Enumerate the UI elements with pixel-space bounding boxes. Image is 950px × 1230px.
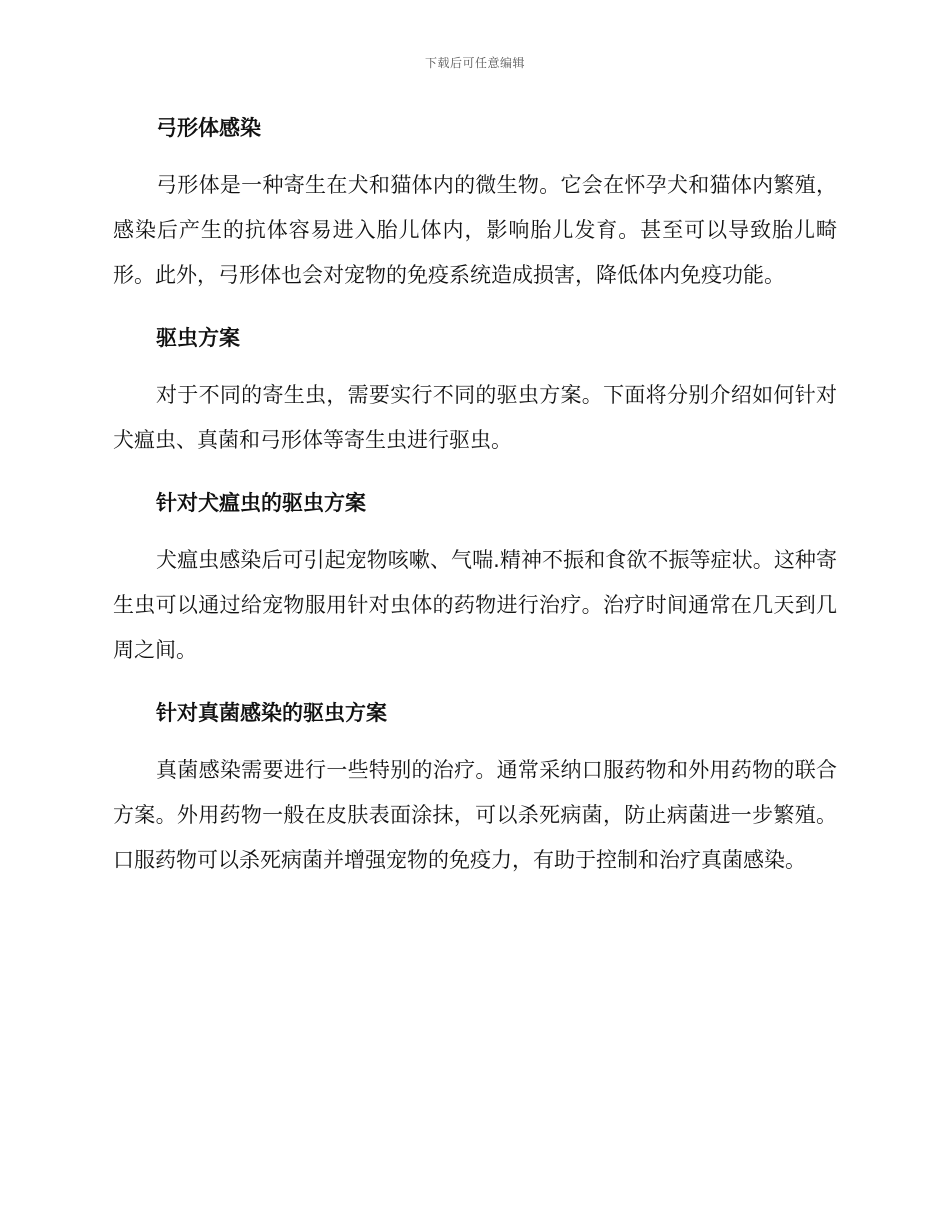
section-paragraph: 真菌感染需要进行一些特别的治疗。通常采纳口服药物和外用药物的联合方案。外用药物一般在皮肤表面涂抹，可以杀死病菌，防止病菌进一步繁殖。口服药物可以杀死病菌并增强宠物的免疫力，有助于控制和治疗真菌感染。 bbox=[113, 758, 837, 872]
section-paragraph: 对于不同的寄生虫，需要实行不同的驱虫方案。下面将分别介绍如何针对犬瘟虫、真菌和弓形体等寄生虫进行驱虫。 bbox=[113, 383, 837, 452]
document-body bbox=[113, 112, 837, 883]
section-heading: 针对犬瘟虫的驱虫方案 bbox=[156, 491, 366, 515]
section-heading: 驱虫方案 bbox=[156, 326, 240, 350]
section-paragraph: 弓形体是一种寄生在犬和猫体内的微生物。它会在怀孕犬和猫体内繁殖，感染后产生的抗体容易进入胎儿体内，影响胎儿发育。甚至可以导致胎儿畸形。此外，弓形体也会对宠物的免疫系统造成损害，降低体内免疫功能。 bbox=[113, 173, 837, 287]
section-heading: 弓形体感染 bbox=[156, 116, 261, 140]
section-paragraph: 犬瘟虫感染后可引起宠物咳嗽、气喘.精神不振和食欲不振等症状。这种寄生虫可以通过给宠物服用针对虫体的药物进行治疗。治疗时间通常在几天到几周之间。 bbox=[113, 548, 837, 662]
section-toxoplasma bbox=[113, 112, 837, 322]
section-fungal-plan bbox=[113, 697, 837, 883]
section-heading: 针对真菌感染的驱虫方案 bbox=[156, 701, 387, 725]
section-deworming-plan bbox=[113, 322, 837, 487]
section-distemper-worm-plan bbox=[113, 487, 837, 697]
header-note: 下载后可任意编辑 bbox=[424, 56, 525, 70]
